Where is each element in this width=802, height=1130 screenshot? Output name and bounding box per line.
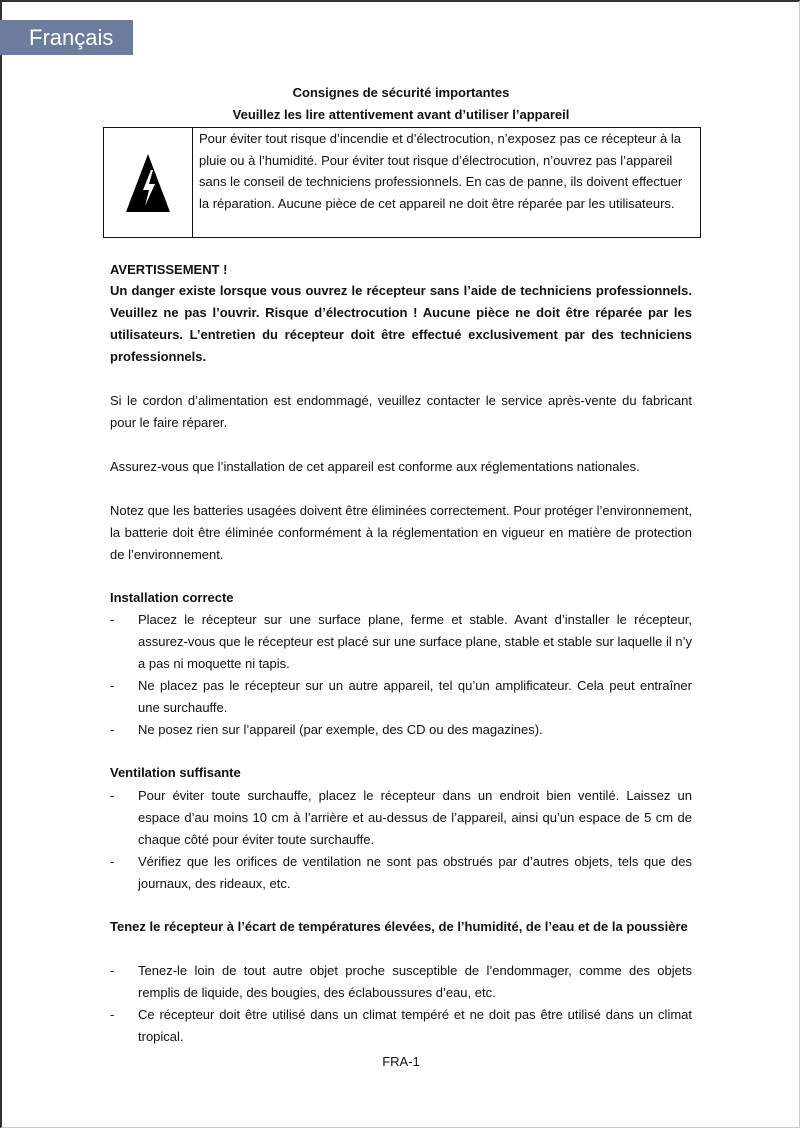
page-subtitle: Veuillez les lire attentivement avant d’utiliser l’appareil <box>232 107 570 122</box>
list-item: - Vérifiez que les orifices de ventilation ne sont pas obstrués par d’autres objets, tels que des journaux, des rideaux, etc. <box>110 854 692 891</box>
section-heading-environment: Tenez le récepteur à l’écart de températures élevées, de l’humidité, de l’eau et de la poussière <box>110 919 688 934</box>
paragraph-batteries: Notez que les batteries usagées doivent être éliminées correctement. Pour protéger l’environnement, la batterie doit être éliminée conformément à la réglementation en vigueur en matière de protection de l’environnement. <box>110 503 692 562</box>
electric-shock-warning-icon <box>125 152 171 214</box>
warning-paragraph: Un danger existe lorsque vous ouvrez le récepteur sans l’aide de techniciens professionnels. Veuillez ne pas l’ouvrir. Risque d’électrocution ! Aucune pièce ne doit être réparée par les utilisateurs. L’entretien du récepteur doit être effectué exclusivement par des techniciens professionnels. <box>110 283 692 364</box>
language-tab: Français <box>0 20 133 55</box>
page-number: FRA-1 <box>382 1054 420 1069</box>
paragraph-regulations: Assurez-vous que l’installation de cet appareil est conforme aux réglementations nationales. <box>110 459 640 474</box>
list-item: - Tenez-le loin de tout autre objet proche susceptible de l’endommager, comme des objets remplis de liquide, des bougies, des éclaboussures d’eau, etc. <box>110 963 692 1000</box>
list-item: - Placez le récepteur sur une surface plane, ferme et stable. Avant d’installer le récepteur, assurez-vous que le récepteur est placé sur une surface plane, stable et stable sur laquelle il n’y a pas ni moquette ni tapis. <box>110 612 692 671</box>
warning-box <box>103 127 701 238</box>
section-heading-ventilation: Ventilation suffisante <box>110 765 241 780</box>
page-title: Consignes de sécurité importantes <box>292 85 510 100</box>
warning-text: Pour éviter tout risque d’incendie et d’électrocution, n’exposez pas ce récepteur à la pluie ou à l’humidité. Pour éviter tout risque d’électrocution, n’ouvrez pas l’appareil sans le conseil de techniciens professionnels. En cas de panne, ils doivent effectuer la réparation. Aucune pièce de cet appareil ne doit être réparée par les utilisateurs. <box>199 131 683 211</box>
list-item: - Ce récepteur doit être utilisé dans un climat tempéré et ne doit pas être utilisé dans un climat tropical. <box>110 1007 692 1044</box>
list-item: - Ne placez pas le récepteur sur un autre appareil, tel qu’un amplificateur. Cela peut entraîner une surchauffe. <box>110 678 692 715</box>
list-item: - Ne posez rien sur l’appareil (par exemple, des CD ou des magazines). <box>110 722 543 737</box>
warning-heading: AVERTISSEMENT ! <box>110 262 228 277</box>
list-item: - Pour éviter toute surchauffe, placez le récepteur dans un endroit bien ventilé. Laissez un espace d’au moins 10 cm à l’arrière et au-dessus de l’appareil, ainsi qu’un espace de 5 cm de chaque côté pour éviter toute surchauffe. <box>110 788 692 847</box>
paragraph-power-cord: Si le cordon d’alimentation est endommagé, veuillez contacter le service après-vente du fabricant pour le faire réparer. <box>110 393 692 430</box>
section-heading-installation: Installation correcte <box>110 590 234 605</box>
